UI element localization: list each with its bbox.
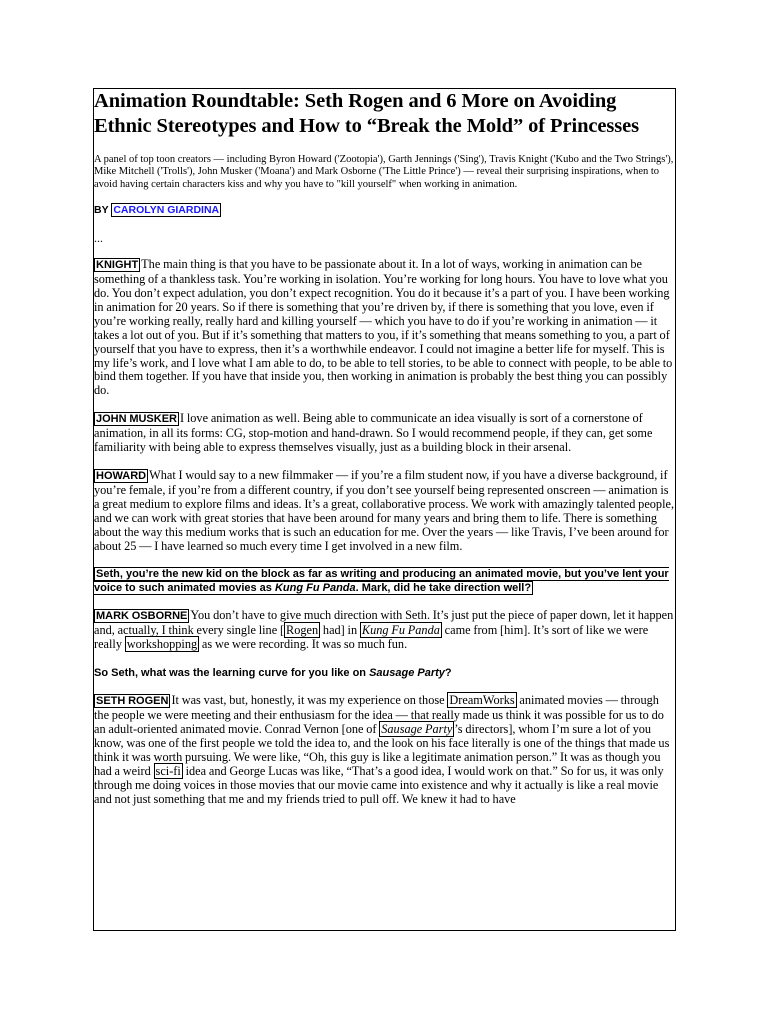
article-title: Animation Roundtable: Seth Rogen and 6 More on Avoiding Ethnic Stereotypes and How to “Break the Mold” of Princesses: [94, 90, 640, 137]
ellipsis: ...: [94, 231, 103, 246]
speaker-musker: JOHN MUSKER: [96, 413, 177, 426]
answer-osborne: [94, 609, 675, 652]
answer-text: had] in: [320, 623, 360, 638]
answer-text: I love animation as well. Being able to communicate an idea visually is sort of a cornerstone of animation, in all its forms: CG, stop-motion and hand-drawn. So I would recommend people, if they can, get some familiarity with being able to express themselves visually, just as a building block in their arsenal.: [94, 411, 653, 455]
answer-rogen: [94, 694, 675, 806]
answer-knight: [94, 258, 675, 398]
link-kung-fu-panda[interactable]: Kung Fu Panda: [361, 623, 440, 638]
question-text: ?: [444, 667, 452, 680]
answer-musker: [94, 412, 675, 455]
speaker-knight: KNIGHT: [96, 259, 139, 272]
question-1-box: [94, 567, 669, 595]
answer-text: came from [him]. It’s sort of like we were really: [94, 623, 649, 652]
speaker-rogen: SETH ROGEN: [96, 695, 169, 708]
answer-text: ’s directors], whom I’m sure a lot of you know, was one of the first people we told the idea to, and the look on his face literally is one of the things that made us think it was worth pursuing. We were like, “Oh, this guy is like a legitimate animation person.” It was as though you had a weird: [94, 721, 670, 778]
link-sci-fi[interactable]: sci-fi: [155, 763, 181, 778]
article-page: [93, 88, 676, 931]
answer-text: It was vast, but, honestly, it was my experience on those: [171, 693, 448, 708]
link-workshopping[interactable]: workshopping: [126, 637, 198, 652]
article-subtitle: A panel of top toon creators — including Byron Howard ('Zootopia'), Garth Jennings ('Sing'), Travis Knight ('Kubo and the Two Strings'), Mike Mitchell ('Trolls'), John Musker ('Moana') and Mark Osborne ('The Little Prince') — reveal their surprising inspirations, when to avoid having certain characters kiss and why you have to "kill yourself" when working in animation.: [94, 154, 674, 190]
answer-text: animated movies — through the people we were meeting and their enthusiasm for the idea — that really made us think it was possible for us to do an adult-oriented animated movie. Conrad Vernon [one of: [94, 693, 664, 736]
film-kung-fu-panda: Kung Fu Panda: [274, 582, 356, 595]
link-rogen[interactable]: Rogen: [286, 623, 319, 638]
link-dreamworks[interactable]: DreamWorks: [449, 693, 515, 708]
question-text: So Seth, what was the learning curve for you like on: [94, 667, 370, 680]
link-sausage-party[interactable]: Sausage Party: [381, 721, 453, 736]
answer-text: as we were recording. It was so much fun.: [199, 637, 408, 652]
answer-howard: [94, 469, 675, 553]
author-link[interactable]: CAROLYN GIARDINA: [113, 204, 220, 217]
question-2: [94, 666, 675, 680]
question-1: [94, 567, 675, 595]
answer-text: What I would say to a new filmmaker — if you’re a film student now, if you have a diverse background, if you’re female, if you’re from a different country, if you don’t see yourself being represented onscreen — animation is a great medium to explore films and ideas. It’s a great, collaborative process. We work with amazingly talented people, and we can work with great stories that have been around for many years and bring them to life. There is something about the way this medium works that is such an education for me. Over the years — like Travis, I’ve been around for about 25 — I have learned so much every time I get involved in a new film.: [94, 468, 675, 553]
answer-text: idea and George Lucas was like, “That’s a good idea, I would work on that.” So for us, it was only through me doing voices in those movies that our movie came into existence and why it actually is like a real movie and not just something that me and my friends tried to pull off. We knew it had to have: [94, 763, 664, 806]
answer-text: The main thing is that you have to be passionate about it. In a lot of ways, working in animation can be something of a thankless task. You’re working in isolation. You’re working for long hours. You have to love what you do. You don’t expect adulation, you don’t expect recognition. You do it because it’s a part of you. I have been working in animation for 20 years. So if there is something that you’re driven by, if there is something that you love, even if you’re working really, really hard and killing yourself — which you have to do if you’re working in animation — it takes a lot out of you. But if it’s something that matters to you, if it’s something that means something to you, a part of yourself that you have to express, then it’s a worthwhile endeavor. I could not imagine a better life for myself. This is my life’s work, and I love what I am able to do, to be able to tell stories, to be able to connect with people, to be able to bind them together. If you have that inside you, then working in animation is probably the best thing you can possibly do.: [94, 257, 673, 398]
answer-text: You don’t have to give much direction with Seth. It’s just put the piece of paper down, let it happen and, actually, I think every single line [: [94, 608, 674, 638]
byline-prefix: BY: [94, 204, 112, 217]
film-sausage-party: Sausage Party: [369, 667, 445, 680]
byline: [94, 204, 675, 217]
question-text: . Mark, did he take direction well?: [355, 582, 532, 595]
speaker-osborne: MARK OSBORNE: [96, 610, 188, 623]
speaker-howard: HOWARD: [96, 470, 147, 482]
question-text: Seth, you’re the new kid on the block as far as writing and producing an animated movie, but you’ve lent your voice to such animated movies as: [94, 568, 669, 595]
